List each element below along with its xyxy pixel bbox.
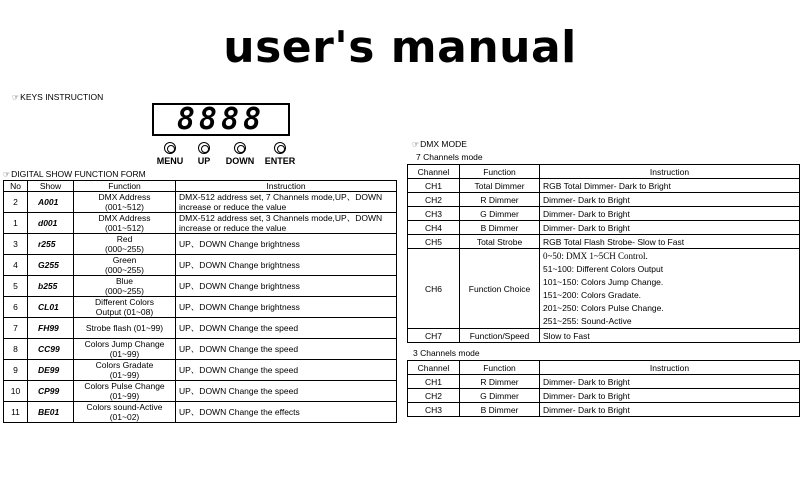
instruction-cell [176,360,397,381]
cell-line: (001~512) [105,223,144,233]
instruction-cell: Dimmer- Dark to Bright [540,207,800,221]
cell-line: 251~255: Sound-Active [543,315,632,326]
table-row [408,235,800,249]
channel-cell: CH3 [408,207,460,221]
row-number: 2 [4,192,28,213]
function-cell: R Dimmer [460,375,540,389]
cell-line: (000~255) [105,265,144,275]
row-number: 7 [4,318,28,339]
column-header: Channel [408,165,460,179]
table-row [408,193,800,207]
instruction-cell: Dimmer- Dark to Bright [540,375,800,389]
table-row [4,255,397,276]
function-cell [74,192,176,213]
column-header: Instruction [176,181,397,192]
channel-cell: CH5 [408,235,460,249]
cell-line: Strobe flash (01~99) [85,323,164,333]
enter-key[interactable]: ENTER [258,142,302,166]
row-number: 3 [4,234,28,255]
dmx-mode-label: ☞DMX MODE [412,139,467,149]
column-header: Show [28,181,74,192]
function-form-label: ☞DIGITAL SHOW FUNCTION FORM [3,169,146,179]
channel-cell: CH2 [408,389,460,403]
instruction-cell [540,249,800,329]
cell-line: UP、DOWN Change the speed [179,365,299,375]
show-code: d001 [28,213,74,234]
key-button-icon [274,142,286,154]
function-cell: Total Dimmer [460,179,540,193]
table-row [408,221,800,235]
table-row [408,207,800,221]
cell-line: Green [112,255,137,265]
function-cell: Function/Speed [460,329,540,343]
instruction-cell [176,339,397,360]
instruction-cell [176,255,397,276]
cell-line: Output (01~08) [95,307,154,317]
instruction-cell: RGB Total Flash Strobe- Slow to Fast [540,235,800,249]
cell-line: UP、DOWN Change brightness [179,281,300,291]
table-header-row [4,181,397,192]
show-code: G255 [28,255,74,276]
table-row [408,375,800,389]
table-row [4,360,397,381]
show-code: A001 [28,192,74,213]
instruction-cell [176,192,397,213]
cell-line: (01~02) [109,412,140,422]
function-cell [74,360,176,381]
instruction-cell: Slow to Fast [540,329,800,343]
cell-line: 51~100: Different Colors Output [543,263,664,274]
channel-cell: CH4 [408,221,460,235]
function-cell: G Dimmer [460,207,540,221]
cell-line: UP、DOWN Change the effects [179,407,300,417]
table-row [4,192,397,213]
table-row [4,318,397,339]
function-cell [74,318,176,339]
row-number: 4 [4,255,28,276]
instruction-cell: Dimmer- Dark to Bright [540,221,800,235]
function-cell: Function Choice [460,249,540,329]
key-button-icon [198,142,210,154]
cell-line: 151~200: Colors Gradate. [543,289,642,300]
function-cell [74,213,176,234]
show-code: CC99 [28,339,74,360]
table-row [408,179,800,193]
cell-line: UP、DOWN Change brightness [179,302,300,312]
cell-line: Different Colors [95,297,154,307]
pointing-hand-icon: ☞ [412,140,420,149]
cell-line: 201~250: Colors Pulse Change. [543,302,664,313]
cell-line: DMX-512 address set, 3 Channels mode,UP、DOWN [179,213,383,223]
table-row [4,234,397,255]
channel-cell: CH1 [408,179,460,193]
cell-line: increase or reduce the value [179,223,287,233]
cell-line: Colors Gradate [95,360,154,370]
show-code: FH99 [28,318,74,339]
function-cell [74,255,176,276]
table-row [408,389,800,403]
row-number: 11 [4,402,28,423]
table-row [408,329,800,343]
cell-line: (01~99) [109,370,140,380]
dmx-3-channel-table [407,360,800,417]
function-cell [74,402,176,423]
row-number: 10 [4,381,28,402]
instruction-cell [176,234,397,255]
column-header: No [4,181,28,192]
cell-line: (000~255) [105,244,144,254]
table-row [4,339,397,360]
cell-line: UP、DOWN Change brightness [179,260,300,270]
key-button-icon [234,142,246,154]
function-cell: R Dimmer [460,193,540,207]
column-header: Function [460,165,540,179]
cell-line: UP、DOWN Change the speed [179,344,299,354]
column-header: Channel [408,361,460,375]
page-title: user's manual [223,22,577,73]
channel-cell: CH7 [408,329,460,343]
function-cell [74,339,176,360]
table-row [4,297,397,318]
cell-line: increase or reduce the value [179,202,287,212]
channel-cell: CH2 [408,193,460,207]
function-cell [74,234,176,255]
row-number: 8 [4,339,28,360]
instruction-cell [176,318,397,339]
show-code: BE01 [28,402,74,423]
function-cell [74,297,176,318]
key-button-icon [164,142,176,154]
cell-line: UP、DOWN Change the speed [179,323,299,333]
down-key[interactable]: DOWN [218,142,262,166]
pointing-hand-icon: ☞ [12,93,20,102]
function-cell: G Dimmer [460,389,540,403]
menu-key[interactable]: MENU [148,142,192,166]
channel-cell: CH6 [408,249,460,329]
column-header: Instruction [540,361,800,375]
column-header: Function [74,181,176,192]
instruction-cell [176,381,397,402]
dmx-7-channel-table [407,164,800,343]
instruction-cell [176,213,397,234]
instruction-cell: Dimmer- Dark to Bright [540,403,800,417]
cell-line: (01~99) [109,349,140,359]
cell-line: (000~255) [105,286,144,296]
function-cell [74,276,176,297]
keys-instruction-label: ☞KEYS INSTRUCTION [12,92,104,102]
cell-line: Colors Jump Change [84,339,165,349]
instruction-cell [176,402,397,423]
led-display: 8888 [152,103,290,136]
seven-channel-label: 7 Channels mode [416,152,483,162]
table-row [408,403,800,417]
cell-line: Blue [115,276,133,286]
instruction-cell: RGB Total Dimmer- Dark to Bright [540,179,800,193]
cell-line: Red [116,234,133,244]
instruction-cell [176,297,397,318]
column-header: Function [460,361,540,375]
instruction-cell: Dimmer- Dark to Bright [540,389,800,403]
cell-line: (01~99) [109,391,140,401]
table-row [4,402,397,423]
function-cell: Total Strobe [460,235,540,249]
table-row [4,381,397,402]
three-channel-label: 3 Channels mode [413,348,480,358]
cell-line: Colors Pulse Change [84,381,165,391]
cell-line: DMX Address [98,192,151,202]
cell-line: 101~150: Colors Jump Change. [543,276,664,287]
function-cell: B Dimmer [460,221,540,235]
function-cell: B Dimmer [460,403,540,417]
cell-line: 0~50: DMX 1~5CH Control. [543,250,648,261]
function-cell [74,381,176,402]
channel-cell: CH1 [408,375,460,389]
show-code: r255 [28,234,74,255]
row-number: 1 [4,213,28,234]
channel-cell: CH3 [408,403,460,417]
row-number: 6 [4,297,28,318]
cell-line: DMX Address [98,213,151,223]
row-number: 9 [4,360,28,381]
cell-line: UP、DOWN Change the speed [179,386,299,396]
up-key[interactable]: UP [182,142,226,166]
table-row [4,213,397,234]
pointing-hand-icon: ☞ [3,170,11,179]
table-row [408,249,800,329]
cell-line: (001~512) [105,202,144,212]
show-code: DE99 [28,360,74,381]
function-form-table [3,180,397,423]
cell-line: UP、DOWN Change brightness [179,239,300,249]
row-number: 5 [4,276,28,297]
cell-line: Colors sound-Active [86,402,163,412]
column-header: Instruction [540,165,800,179]
show-code: CP99 [28,381,74,402]
table-header-row [408,165,800,179]
table-row [4,276,397,297]
instruction-cell [176,276,397,297]
show-code: CL01 [28,297,74,318]
cell-line: DMX-512 address set, 7 Channels mode,UP、DOWN [179,192,383,202]
table-header-row [408,361,800,375]
show-code: b255 [28,276,74,297]
instruction-cell: Dimmer- Dark to Bright [540,193,800,207]
